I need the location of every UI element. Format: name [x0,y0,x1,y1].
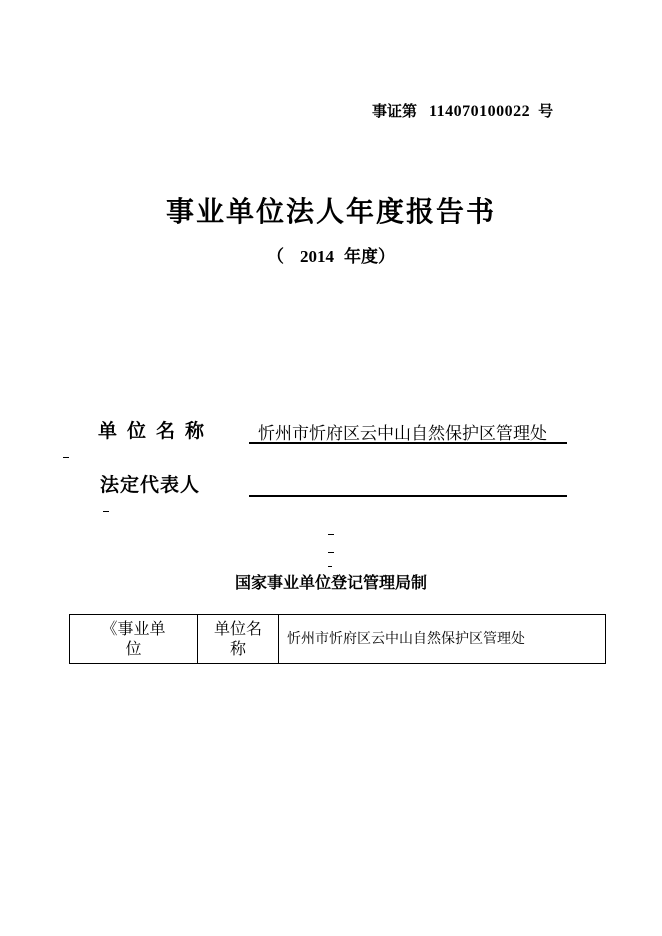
stray-mark [63,457,69,458]
category-text: 《事业单位 [101,619,166,658]
certificate-number [372,100,553,121]
stray-mark [328,566,332,567]
cert-number: 114070100022 [429,103,531,120]
table-cell-name-label [198,615,279,664]
name-label-text: 单位名称 [213,619,262,658]
stray-mark [328,552,334,553]
report-year [0,242,662,267]
cert-prefix: 事证第 [372,102,418,120]
table-cell-name-value: 忻州市忻府区云中山自然保护区管理处 [279,615,606,664]
legal-rep-label: 法定代表人 [100,474,201,496]
year-close: 年度） [344,247,395,267]
unit-name-label: 单位名称 [98,420,215,442]
legal-rep-field [249,473,567,497]
stray-mark [103,511,109,512]
cert-suffix: 号 [538,102,554,120]
info-table [69,614,606,664]
issuing-organization: 国家事业单位登记管理局制 [234,573,427,592]
year-open: （ [267,247,284,267]
year-value: 2014 [300,247,334,266]
page-title: 事业单位法人年度报告书 [165,195,496,228]
unit-name-value: 忻州市忻府区云中山自然保护区管理处 [258,424,547,444]
table-cell-category [70,615,198,664]
table-row [70,615,606,664]
stray-mark [328,534,334,535]
